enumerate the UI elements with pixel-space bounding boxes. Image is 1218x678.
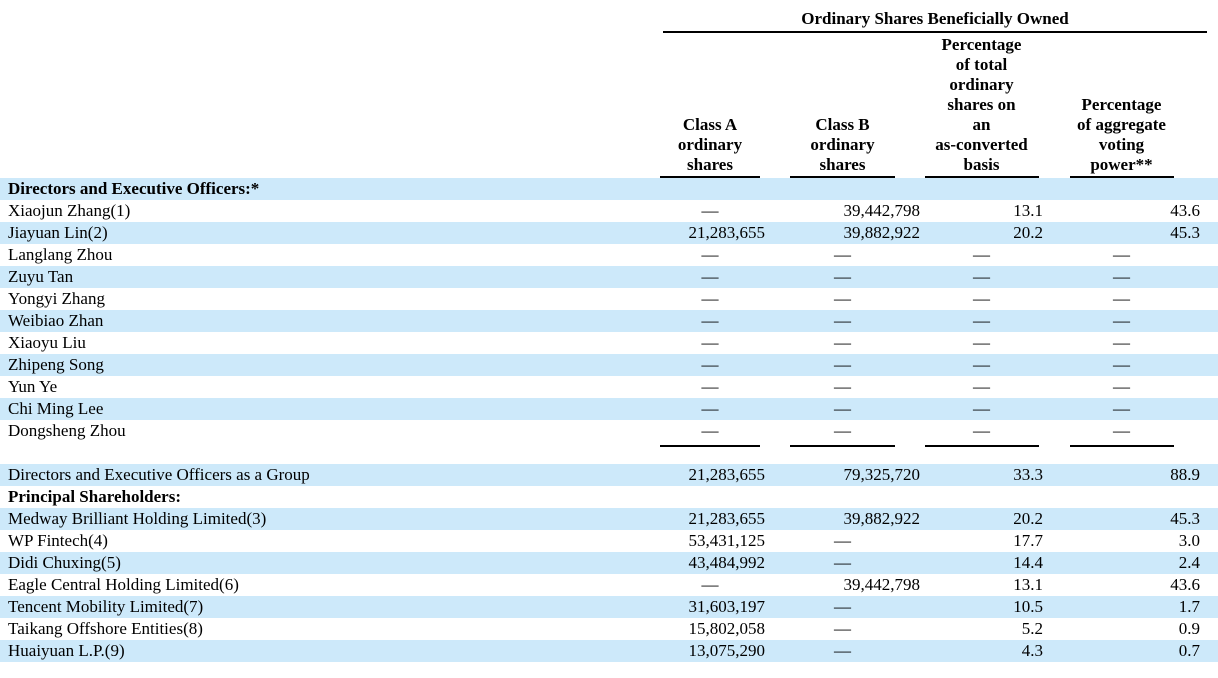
class-a-shares-cell: 21,283,655: [688, 223, 765, 242]
pct-voting-cell: 1.7: [1178, 597, 1201, 616]
shareholder-name-cell: Zhipeng Song: [8, 355, 104, 374]
class-a-shares-cell: —: [701, 377, 719, 396]
shareholder-name-cell: Jiayuan Lin(2): [8, 223, 108, 242]
class-b-shares-cell: 39,882,922: [843, 223, 920, 242]
class-b-shares-cell: 79,325,720: [843, 465, 920, 484]
section-row: [0, 178, 1218, 200]
class-a-shares-cell: —: [701, 421, 719, 440]
total-rule-spacer: [0, 442, 655, 464]
class-b-shares-cell: —: [834, 333, 851, 352]
pct-voting-cell: [1043, 486, 1218, 508]
table-row: [0, 376, 1218, 398]
total-rule-cell: [1043, 442, 1218, 464]
column-header-label: Class A ordinary shares: [660, 115, 760, 178]
shareholder-name-cell: Huaiyuan L.P.(9): [8, 641, 125, 660]
table-row: [0, 244, 1218, 266]
class-a-shares-cell: —: [701, 399, 719, 418]
column-header-label: Percentage of total ordinary shares on an as-converted basis: [925, 35, 1039, 178]
pct-voting-cell: 45.3: [1170, 509, 1201, 528]
table-row: [0, 354, 1218, 376]
pct-voting-cell: —: [1113, 355, 1130, 374]
shareholder-name-cell: Didi Chuxing(5): [8, 553, 121, 572]
total-rule-line: [925, 445, 1039, 447]
class-a-shares-cell: [655, 486, 765, 508]
pct-voting-cell: 2.4: [1178, 553, 1201, 572]
table-row: [0, 596, 1218, 618]
class-b-shares-cell: —: [834, 641, 851, 660]
class-b-shares-cell: —: [834, 377, 851, 396]
class-a-shares-cell: —: [701, 333, 719, 352]
class-b-shares-cell: —: [834, 311, 851, 330]
class-a-shares-cell: —: [701, 267, 719, 286]
column-header-pct_voting: [1043, 33, 1218, 178]
column-header-row: [0, 33, 1218, 178]
pct-converted-cell: —: [973, 245, 990, 264]
shareholder-name-cell: Medway Brilliant Holding Limited(3): [8, 509, 267, 528]
pct-voting-cell: —: [1113, 289, 1130, 308]
class-b-shares-cell: —: [834, 619, 851, 638]
class-a-shares-cell: —: [701, 289, 719, 308]
class-a-shares-cell: 21,283,655: [688, 465, 765, 484]
pct-converted-cell: 20.2: [1013, 223, 1043, 242]
total-rule-line: [1070, 445, 1174, 447]
section-row: [0, 486, 1218, 508]
pct-voting-cell: 3.0: [1178, 531, 1201, 550]
pct-voting-cell: —: [1113, 311, 1130, 330]
column-header-class_b: [765, 33, 920, 178]
class-a-shares-cell: 31,603,197: [688, 597, 765, 616]
column-header-class_a: [655, 33, 765, 178]
table-row: [0, 310, 1218, 332]
table-row: [0, 398, 1218, 420]
class-a-shares-cell: 43,484,992: [688, 553, 765, 572]
shareholder-name-cell: Weibiao Zhan: [8, 311, 104, 330]
table-row: [0, 574, 1218, 596]
shareholder-name-cell: Taikang Offshore Entities(8): [8, 619, 203, 638]
pct-voting-cell: —: [1113, 377, 1130, 396]
pct-voting-cell: 43.6: [1170, 575, 1201, 594]
class-a-shares-cell: 13,075,290: [688, 641, 765, 660]
class-b-shares-cell: —: [834, 289, 851, 308]
total-rule-line: [660, 445, 760, 447]
pct-converted-cell: 20.2: [1013, 509, 1043, 528]
shareholder-name-cell: Xiaoyu Liu: [8, 333, 86, 352]
pct-voting-cell: 88.9: [1170, 465, 1201, 484]
pct-converted-cell: 17.7: [1013, 531, 1043, 550]
class-b-shares-cell: [765, 486, 920, 508]
class-b-shares-cell: —: [834, 421, 851, 440]
class-b-shares-cell: [765, 178, 920, 200]
class-a-shares-cell: 53,431,125: [688, 531, 765, 550]
pct-voting-cell: —: [1113, 399, 1130, 418]
class-a-shares-cell: 21,283,655: [688, 509, 765, 528]
shareholder-name-cell: Directors and Executive Officers as a Group: [8, 465, 310, 484]
pct-voting-cell: —: [1113, 421, 1130, 440]
class-a-shares-cell: —: [701, 311, 719, 330]
class-a-shares-cell: —: [701, 355, 719, 374]
pct-voting-cell: [1043, 178, 1218, 200]
pct-converted-cell: 14.4: [1013, 553, 1043, 572]
pct-converted-cell: —: [973, 377, 990, 396]
class-b-shares-cell: 39,442,798: [843, 201, 920, 220]
pct-converted-cell: —: [973, 355, 990, 374]
class-a-shares-cell: [655, 178, 765, 200]
shareholder-name-cell: Yongyi Zhang: [8, 289, 105, 308]
pct-voting-cell: 0.7: [1178, 641, 1201, 660]
shareholder-name-cell: Dongsheng Zhou: [8, 421, 126, 440]
table-span-header: [655, 0, 1218, 33]
table-row: [0, 332, 1218, 354]
pct-converted-cell: —: [973, 399, 990, 418]
total-rule-cell: [765, 442, 920, 464]
class-b-shares-cell: 39,882,922: [843, 509, 920, 528]
pct-converted-cell: 13.1: [1013, 201, 1043, 220]
table-row: [0, 200, 1218, 222]
table-row: [0, 222, 1218, 244]
class-b-shares-cell: —: [834, 245, 851, 264]
shareholder-name-cell: Xiaojun Zhang(1): [8, 201, 131, 220]
pct-voting-cell: 45.3: [1170, 223, 1201, 242]
shareholder-name-cell: Tencent Mobility Limited(7): [8, 597, 204, 616]
class-b-shares-cell: —: [834, 531, 851, 550]
total-rule-cell: [655, 442, 765, 464]
pct-converted-cell: [920, 178, 1043, 200]
pct-converted-cell: 4.3: [1021, 641, 1043, 660]
class-b-shares-cell: —: [834, 267, 851, 286]
pct-converted-cell: 5.2: [1021, 619, 1043, 638]
total-rule-line: [790, 445, 895, 447]
pct-voting-cell: —: [1113, 333, 1130, 352]
column-header-pct_converted: [920, 33, 1043, 178]
total-rule-cell: [920, 442, 1043, 464]
pct-converted-cell: [920, 486, 1043, 508]
span-header-row: [0, 0, 1218, 33]
column-header-label: Percentage of aggregate voting power**: [1070, 95, 1174, 178]
pct-voting-cell: 0.9: [1178, 619, 1201, 638]
shareholder-name-cell: Chi Ming Lee: [8, 399, 104, 418]
shareholder-name-cell: Langlang Zhou: [8, 245, 113, 264]
class-b-shares-cell: 39,442,798: [843, 575, 920, 594]
table-row: [0, 508, 1218, 530]
table-row: [0, 618, 1218, 640]
pct-converted-cell: 10.5: [1013, 597, 1043, 616]
pct-converted-cell: 13.1: [1013, 575, 1043, 594]
table-span-header-label: Ordinary Shares Beneficially Owned: [663, 0, 1207, 33]
pct-converted-cell: —: [973, 333, 990, 352]
pct-converted-cell: —: [973, 421, 990, 440]
pct-converted-cell: 33.3: [1013, 465, 1043, 484]
pct-voting-cell: —: [1113, 245, 1130, 264]
shareholder-name-cell: Principal Shareholders:: [8, 487, 181, 506]
column-header-label: Class B ordinary shares: [790, 115, 895, 178]
total-rule-row: [0, 442, 1218, 464]
table-row: [0, 640, 1218, 662]
class-a-shares-cell: 15,802,058: [688, 619, 765, 638]
shareholder-name-cell: Yun Ye: [8, 377, 58, 396]
shareholder-name-cell: Eagle Central Holding Limited(6): [8, 575, 239, 594]
pct-converted-cell: —: [973, 289, 990, 308]
shareholder-name-cell: WP Fintech(4): [8, 531, 108, 550]
class-b-shares-cell: —: [834, 399, 851, 418]
class-b-shares-cell: —: [834, 355, 851, 374]
column-header-spacer: [0, 33, 655, 178]
class-a-shares-cell: —: [701, 245, 719, 264]
table-row: [0, 288, 1218, 310]
table-row: [0, 530, 1218, 552]
class-b-shares-cell: —: [834, 553, 851, 572]
table-row: [0, 420, 1218, 442]
class-a-shares-cell: —: [701, 201, 719, 220]
table-row: [0, 552, 1218, 574]
table-row: [0, 266, 1218, 288]
class-a-shares-cell: —: [701, 575, 719, 594]
table-row: [0, 464, 1218, 486]
shareholder-name-cell: Directors and Executive Officers:*: [8, 179, 260, 198]
shareholder-name-cell: Zuyu Tan: [8, 267, 74, 286]
pct-converted-cell: —: [973, 267, 990, 286]
span-header-spacer: [0, 0, 655, 33]
class-b-shares-cell: —: [834, 597, 851, 616]
pct-voting-cell: 43.6: [1170, 201, 1201, 220]
pct-converted-cell: —: [973, 311, 990, 330]
pct-voting-cell: —: [1113, 267, 1130, 286]
